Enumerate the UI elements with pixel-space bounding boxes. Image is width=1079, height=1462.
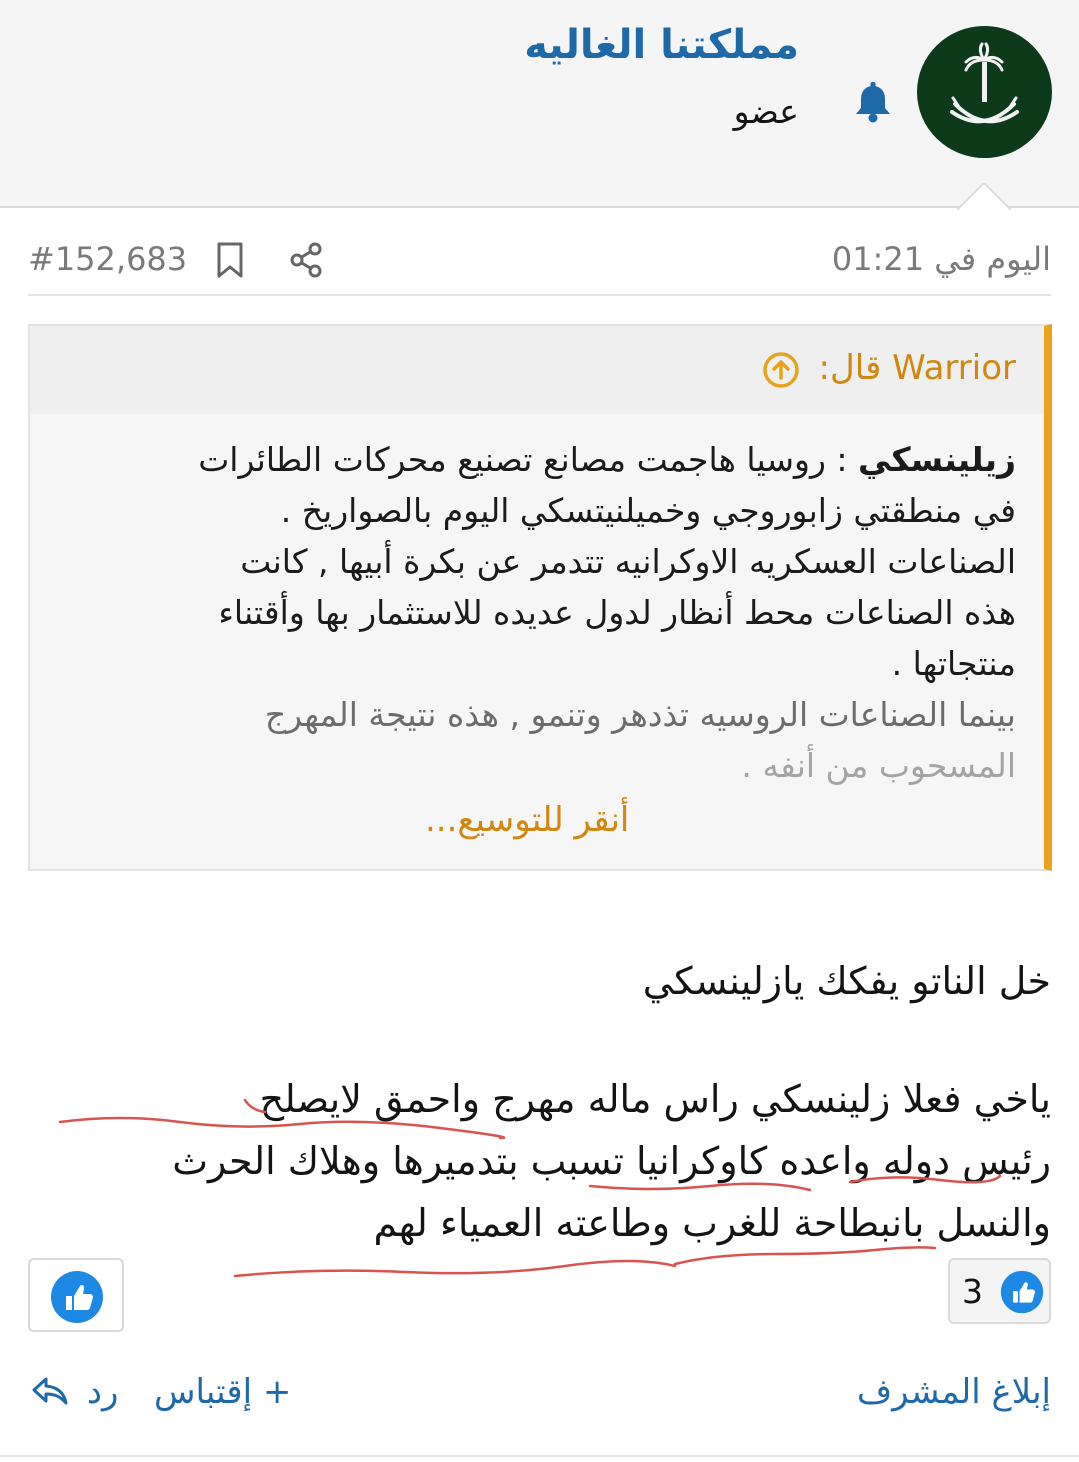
arrow-up-circle-icon[interactable] (762, 351, 800, 389)
reply-label: رد (86, 1372, 119, 1412)
post-meta (28, 228, 1051, 296)
reply-button[interactable] (30, 1372, 118, 1412)
thumbs-up-icon (1000, 1270, 1044, 1314)
quote-body (76, 434, 1016, 791)
quote-line: منتجاتها . (891, 644, 1016, 683)
quote-speaker: زيلينسكي (858, 440, 1016, 479)
thumbs-up-icon (50, 1270, 104, 1324)
paragraph-gap (21, 1012, 1051, 1068)
share-icon[interactable] (288, 241, 324, 279)
post-body (21, 950, 1051, 1254)
quote-line: الصناعات العسكريه الاوكرانيه تتدمر عن بكرة أبيها , كانت (240, 542, 1016, 581)
report-link[interactable]: إبلاغ المشرف (856, 1372, 1051, 1412)
bottom-divider (0, 1455, 1079, 1457)
reply-arrow-icon (30, 1375, 70, 1407)
quote-header (30, 326, 1044, 414)
post-line: رئيس دوله واعده كاوكرانيا تسبب بتدميرها وهلاك الحرث (172, 1139, 1051, 1183)
quote-line: بينما الصناعات الروسيه تذدهر وتنمو , هذه نتيجة المهرج (264, 695, 1016, 734)
quote-line-text: : روسيا هاجمت مصانع تصنيع محركات الطائرات (198, 440, 859, 479)
reaction-summary[interactable] (948, 1258, 1051, 1324)
quote-line: المسحوب من أنفه . (741, 746, 1016, 785)
post-number[interactable]: #152,683 (28, 240, 188, 278)
expand-link[interactable]: أنقر للتوسيع... (425, 800, 630, 840)
saudi-emblem-icon (917, 26, 1052, 158)
avatar[interactable] (917, 26, 1052, 158)
quote-line: في منطقتي زابوروجي وخميلنيتسكي اليوم بالصواريخ . (280, 491, 1016, 530)
bell-icon[interactable] (853, 82, 893, 124)
post-line: والنسل بانبطاحة للغرب وطاعته العمياء لهم (373, 1201, 1051, 1245)
quote-button[interactable]: + إقتباس (154, 1372, 292, 1412)
like-button[interactable] (28, 1258, 124, 1332)
post-line: خل الناتو يفكك يازلينسكي (642, 959, 1051, 1003)
quote-line (76, 434, 1016, 485)
quote-block (28, 324, 1052, 871)
user-title: عضو (733, 92, 799, 131)
user-header (0, 0, 1079, 208)
post-date[interactable]: اليوم في 01:21 (831, 240, 1051, 278)
bookmark-icon[interactable] (215, 241, 245, 279)
header-notch (957, 183, 1011, 210)
username[interactable]: مملكتنا الغاليه (524, 22, 799, 68)
post-line: ياخي فعلا زلينسكي راس ماله مهرج واحمق لايصلح (259, 1077, 1051, 1121)
quote-line: هذه الصناعات محط أنظار لدول عديده للاستثمار بها وأقتناء (218, 593, 1016, 632)
quote-author[interactable]: Warrior قال: (818, 348, 1016, 388)
reaction-count: 3 (962, 1272, 983, 1311)
